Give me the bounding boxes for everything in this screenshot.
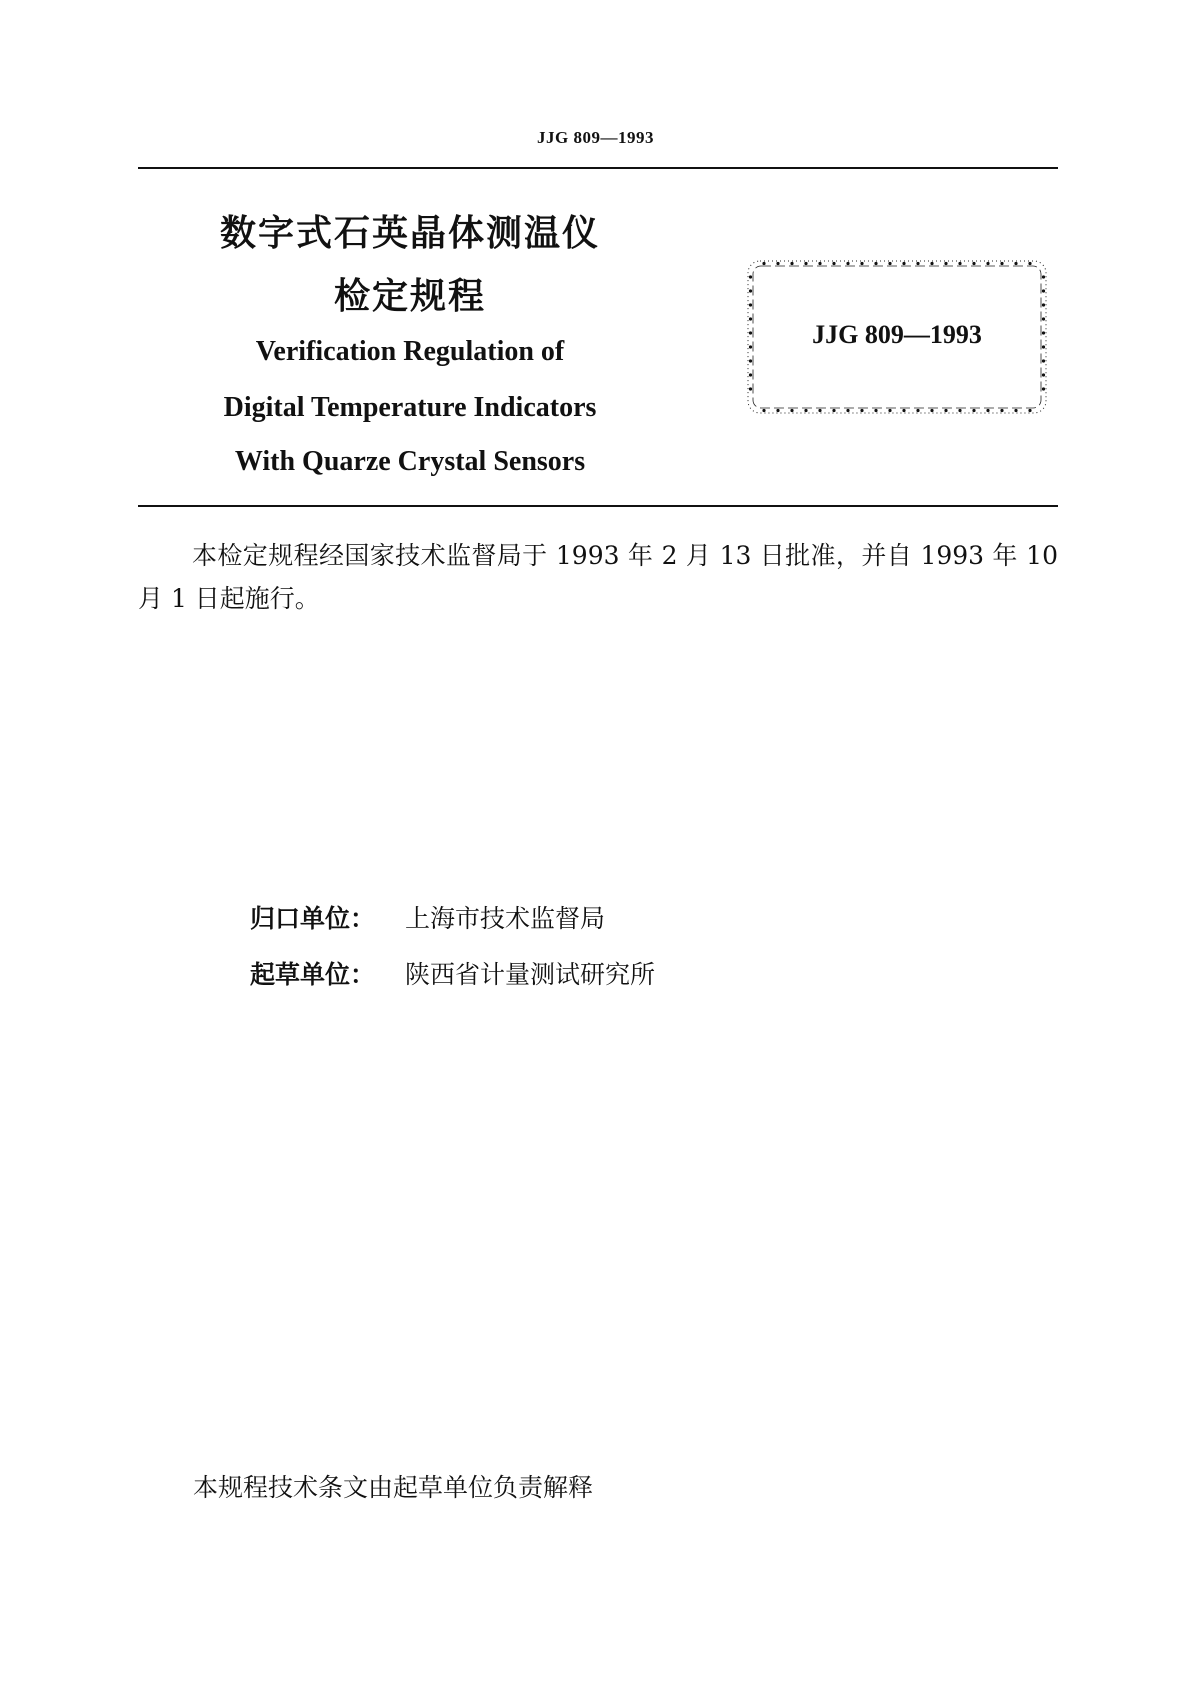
- border-ornament-dot: [930, 409, 933, 412]
- border-ornament-dot: [930, 262, 933, 265]
- border-ornament-dot: [790, 409, 793, 412]
- header-rule: [138, 167, 1058, 169]
- border-ornament-dot: [986, 262, 989, 265]
- border-ornament-dot: [749, 373, 752, 376]
- border-ornament-dot: [818, 409, 821, 412]
- standard-code: JJG 809—1993: [812, 320, 982, 349]
- border-ornament-dot: [1042, 387, 1045, 390]
- border-ornament-dot: [749, 359, 752, 362]
- border-ornament-dot: [790, 262, 793, 265]
- border-ornament-dot: [888, 262, 891, 265]
- border-ornament-dot: [1042, 303, 1045, 306]
- border-ornament-dot: [958, 262, 961, 265]
- border-ornament-dot: [902, 262, 905, 265]
- approval-statement: 本检定规程经国家技术监督局于 1993 年 2 月 13 日批准，并自 1993 年 10 月 1 日起施行。: [138, 541, 1058, 613]
- border-ornament-dot: [818, 262, 821, 265]
- responsible-unit-label: 归口单位：: [250, 904, 376, 933]
- title-chinese-line-1: 数字式石英晶体测温仪: [219, 213, 600, 254]
- drafting-unit-label: 起草单位：: [250, 960, 376, 989]
- border-ornament-dot: [986, 409, 989, 412]
- border-ornament-dot: [958, 409, 961, 412]
- border-ornament-dot: [874, 262, 877, 265]
- border-ornament-dot: [1014, 262, 1017, 265]
- border-ornament-dot: [804, 409, 807, 412]
- border-ornament-dot: [762, 262, 765, 265]
- standard-code-box: [744, 257, 1050, 417]
- border-ornament-dot: [804, 262, 807, 265]
- border-ornament-dot: [1000, 409, 1003, 412]
- border-ornament-dot: [846, 262, 849, 265]
- drafting-unit-row: [250, 955, 655, 991]
- border-ornament-dot: [916, 409, 919, 412]
- responsible-unit-value: 上海市技术监督局: [405, 904, 606, 933]
- border-ornament-dot: [1028, 409, 1031, 412]
- title-rule: [138, 505, 1058, 507]
- border-ornament-dot: [944, 262, 947, 265]
- border-ornament-dot: [944, 409, 947, 412]
- border-ornament-dot: [916, 262, 919, 265]
- title-english-line-1: Verification Regulation of: [255, 336, 565, 367]
- border-ornament-dot: [1014, 409, 1017, 412]
- title-english-line-3: With Quarze Crystal Sensors: [234, 446, 586, 477]
- border-ornament-dot: [1042, 289, 1045, 292]
- border-ornament-dot: [860, 409, 863, 412]
- border-ornament-dot: [749, 275, 752, 278]
- border-ornament-dot: [1042, 373, 1045, 376]
- border-ornament-dot: [1042, 275, 1045, 278]
- border-ornament-dot: [749, 303, 752, 306]
- border-ornament-dot: [1042, 359, 1045, 362]
- border-ornament-dot: [972, 409, 975, 412]
- border-ornament-dot: [762, 409, 765, 412]
- interpretation-note: 本规程技术条文由起草单位负责解释: [193, 1473, 594, 1502]
- border-ornament-dot: [888, 409, 891, 412]
- border-ornament-dot: [902, 409, 905, 412]
- border-ornament-dot: [749, 387, 752, 390]
- title-english-line-2: Digital Temperature Indicators: [223, 392, 597, 423]
- border-ornament-dot: [749, 289, 752, 292]
- border-ornament-dot: [972, 262, 975, 265]
- running-header-code: JJG 809—1993: [537, 128, 654, 147]
- border-ornament-dot: [832, 409, 835, 412]
- border-ornament-dot: [776, 409, 779, 412]
- title-chinese-line-2: 检定规程: [333, 276, 486, 317]
- border-ornament-dot: [874, 409, 877, 412]
- drafting-unit-value: 陕西省计量测试研究所: [405, 960, 656, 989]
- border-ornament-dot: [776, 262, 779, 265]
- border-ornament-dot: [832, 262, 835, 265]
- border-ornament-dot: [846, 409, 849, 412]
- responsible-unit-row: [250, 899, 605, 935]
- border-ornament-dot: [1000, 262, 1003, 265]
- border-ornament-dot: [1028, 262, 1031, 265]
- border-ornament-dot: [860, 262, 863, 265]
